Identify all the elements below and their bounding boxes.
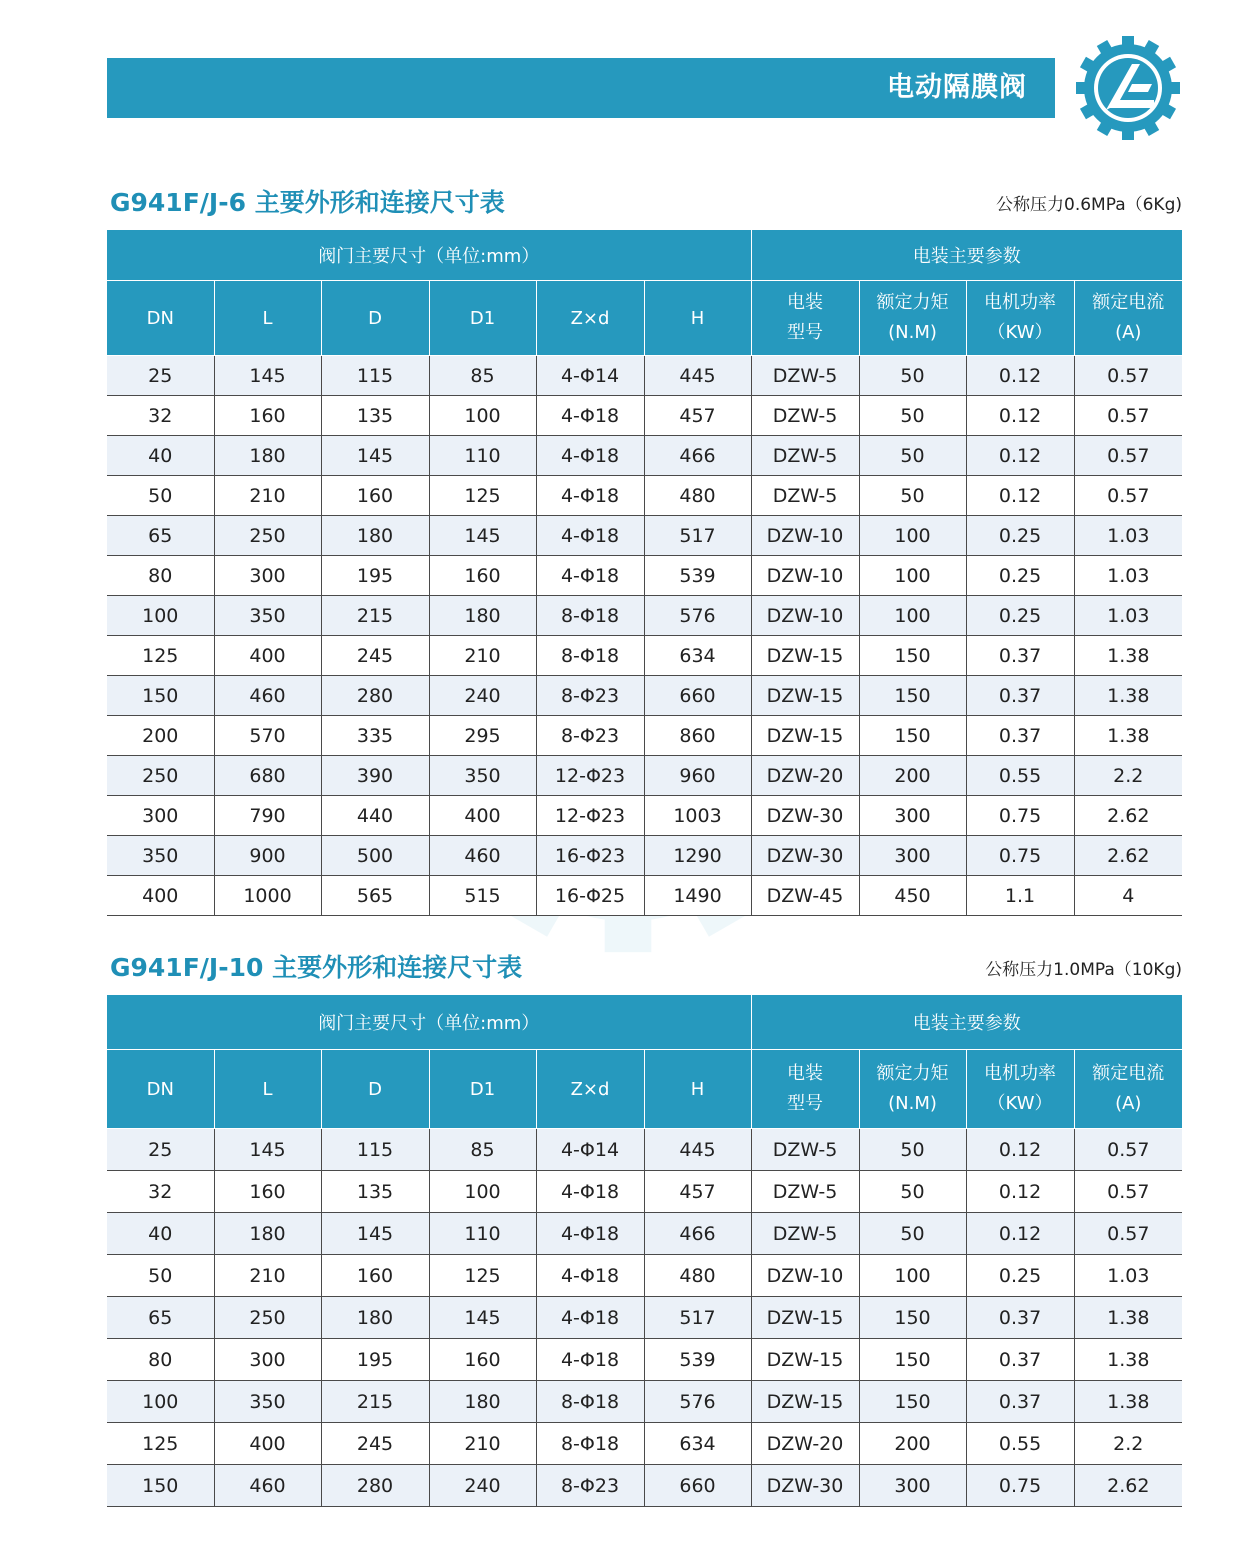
- cell-zxd: 4-Φ18: [536, 516, 644, 556]
- table-row: [107, 396, 1182, 436]
- cell-torque: 150: [859, 1297, 966, 1339]
- cell-model: DZW-20: [751, 1423, 859, 1465]
- cell-torque: 150: [859, 636, 966, 676]
- cell-power: 0.55: [966, 756, 1074, 796]
- col-header-zxd: Z×d: [536, 281, 644, 356]
- cell-torque: 200: [859, 756, 966, 796]
- header-banner: [107, 58, 1055, 118]
- cell-d1: 295: [429, 716, 536, 756]
- cell-model: DZW-15: [751, 636, 859, 676]
- cell-d: 180: [321, 1297, 429, 1339]
- cell-zxd: 8-Φ18: [536, 596, 644, 636]
- table-row: [107, 596, 1182, 636]
- cell-power: 0.37: [966, 676, 1074, 716]
- col-header-d: D: [321, 281, 429, 356]
- cell-d: 195: [321, 1339, 429, 1381]
- cell-zxd: 12-Φ23: [536, 756, 644, 796]
- cell-zxd: 8-Φ18: [536, 636, 644, 676]
- cell-torque: 100: [859, 516, 966, 556]
- cell-power: 0.37: [966, 716, 1074, 756]
- cell-power: 0.25: [966, 596, 1074, 636]
- cell-dn: 65: [107, 1297, 214, 1339]
- cell-l: 570: [214, 716, 321, 756]
- cell-power: 0.12: [966, 1213, 1074, 1255]
- cell-power: 0.37: [966, 636, 1074, 676]
- cell-power: 0.37: [966, 1339, 1074, 1381]
- cell-dn: 125: [107, 636, 214, 676]
- cell-d1: 240: [429, 1465, 536, 1507]
- cell-dn: 50: [107, 1255, 214, 1297]
- cell-d: 160: [321, 1255, 429, 1297]
- col-header-dn: DN: [107, 1050, 214, 1129]
- cell-current: 0.57: [1074, 1129, 1182, 1171]
- cell-zxd: 8-Φ23: [536, 1465, 644, 1507]
- col-header-dn: DN: [107, 281, 214, 356]
- col-header-l: L: [214, 1050, 321, 1129]
- cell-torque: 100: [859, 596, 966, 636]
- cell-d: 180: [321, 516, 429, 556]
- cell-h: 517: [644, 516, 751, 556]
- cell-zxd: 4-Φ18: [536, 1213, 644, 1255]
- cell-dn: 200: [107, 716, 214, 756]
- cell-zxd: 4-Φ18: [536, 476, 644, 516]
- group-header-actuator: 电装主要参数: [751, 230, 1182, 281]
- spec-table-1: [107, 230, 1182, 916]
- cell-l: 160: [214, 396, 321, 436]
- cell-power: 0.75: [966, 836, 1074, 876]
- col-header-power: 电机功率 （KW）: [966, 281, 1074, 356]
- cell-torque: 150: [859, 1339, 966, 1381]
- cell-d: 335: [321, 716, 429, 756]
- cell-model: DZW-5: [751, 356, 859, 396]
- cell-torque: 150: [859, 716, 966, 756]
- cell-d1: 100: [429, 1171, 536, 1213]
- cell-l: 400: [214, 636, 321, 676]
- cell-d: 115: [321, 1129, 429, 1171]
- cell-power: 0.75: [966, 796, 1074, 836]
- cell-d: 135: [321, 1171, 429, 1213]
- cell-h: 634: [644, 1423, 751, 1465]
- cell-zxd: 4-Φ18: [536, 556, 644, 596]
- cell-h: 480: [644, 476, 751, 516]
- cell-d: 440: [321, 796, 429, 836]
- cell-d: 245: [321, 636, 429, 676]
- cell-zxd: 12-Φ23: [536, 796, 644, 836]
- cell-zxd: 4-Φ14: [536, 1129, 644, 1171]
- cell-l: 300: [214, 556, 321, 596]
- cell-d1: 160: [429, 1339, 536, 1381]
- cell-dn: 50: [107, 476, 214, 516]
- cell-torque: 50: [859, 436, 966, 476]
- cell-h: 960: [644, 756, 751, 796]
- table-row: [107, 1255, 1182, 1297]
- cell-l: 250: [214, 1297, 321, 1339]
- cell-dn: 150: [107, 1465, 214, 1507]
- table-row: [107, 556, 1182, 596]
- cell-torque: 50: [859, 1171, 966, 1213]
- cell-model: DZW-10: [751, 556, 859, 596]
- cell-power: 0.25: [966, 556, 1074, 596]
- cell-zxd: 8-Φ23: [536, 676, 644, 716]
- cell-power: 0.75: [966, 1465, 1074, 1507]
- col-header-current: 额定电流 (A): [1074, 281, 1182, 356]
- cell-model: DZW-10: [751, 596, 859, 636]
- page-title: 电动隔膜阀: [887, 72, 1027, 103]
- cell-current: 0.57: [1074, 436, 1182, 476]
- cell-d: 390: [321, 756, 429, 796]
- cell-current: 1.03: [1074, 596, 1182, 636]
- cell-model: DZW-5: [751, 1129, 859, 1171]
- cell-power: 0.12: [966, 356, 1074, 396]
- cell-d1: 515: [429, 876, 536, 916]
- cell-d: 565: [321, 876, 429, 916]
- cell-d: 500: [321, 836, 429, 876]
- cell-d1: 240: [429, 676, 536, 716]
- cell-model: DZW-15: [751, 1339, 859, 1381]
- cell-h: 576: [644, 1381, 751, 1423]
- cell-l: 160: [214, 1171, 321, 1213]
- cell-zxd: 8-Φ18: [536, 1381, 644, 1423]
- table-1-title: G941F/J-6 主要外形和连接尺寸表: [110, 188, 505, 217]
- cell-l: 180: [214, 436, 321, 476]
- cell-current: 1.38: [1074, 676, 1182, 716]
- cell-dn: 25: [107, 356, 214, 396]
- cell-d: 115: [321, 356, 429, 396]
- cell-h: 660: [644, 1465, 751, 1507]
- table-row: [107, 516, 1182, 556]
- cell-h: 860: [644, 716, 751, 756]
- cell-h: 634: [644, 636, 751, 676]
- col-header-d1: D1: [429, 1050, 536, 1129]
- cell-current: 1.03: [1074, 556, 1182, 596]
- cell-d1: 85: [429, 356, 536, 396]
- cell-current: 2.2: [1074, 756, 1182, 796]
- col-header-d: D: [321, 1050, 429, 1129]
- cell-d1: 210: [429, 636, 536, 676]
- cell-dn: 300: [107, 796, 214, 836]
- cell-dn: 250: [107, 756, 214, 796]
- cell-zxd: 8-Φ18: [536, 1423, 644, 1465]
- cell-h: 539: [644, 556, 751, 596]
- cell-zxd: 4-Φ18: [536, 1255, 644, 1297]
- cell-dn: 65: [107, 516, 214, 556]
- cell-dn: 40: [107, 1213, 214, 1255]
- cell-d1: 110: [429, 1213, 536, 1255]
- cell-current: 0.57: [1074, 1213, 1182, 1255]
- cell-zxd: 8-Φ23: [536, 716, 644, 756]
- cell-h: 466: [644, 1213, 751, 1255]
- cell-d: 145: [321, 1213, 429, 1255]
- cell-l: 680: [214, 756, 321, 796]
- group-header-dimensions: 阀门主要尺寸（单位:mm）: [107, 230, 751, 281]
- cell-d: 280: [321, 1465, 429, 1507]
- cell-torque: 100: [859, 1255, 966, 1297]
- group-header-actuator: 电装主要参数: [751, 995, 1182, 1050]
- cell-power: 0.12: [966, 476, 1074, 516]
- table-row: [107, 1297, 1182, 1339]
- cell-power: 0.12: [966, 396, 1074, 436]
- cell-d1: 400: [429, 796, 536, 836]
- cell-d1: 145: [429, 1297, 536, 1339]
- cell-dn: 40: [107, 436, 214, 476]
- table-row: [107, 1129, 1182, 1171]
- table-row: [107, 1339, 1182, 1381]
- cell-power: 0.37: [966, 1297, 1074, 1339]
- cell-model: DZW-5: [751, 476, 859, 516]
- table-row: [107, 1171, 1182, 1213]
- cell-h: 466: [644, 436, 751, 476]
- cell-torque: 50: [859, 476, 966, 516]
- table-2-title: G941F/J-10 主要外形和连接尺寸表: [110, 953, 523, 982]
- table-2-pressure: 公称压力1.0MPa（10Kg): [985, 960, 1182, 980]
- cell-model: DZW-20: [751, 756, 859, 796]
- cell-power: 0.55: [966, 1423, 1074, 1465]
- cell-h: 1490: [644, 876, 751, 916]
- cell-torque: 300: [859, 796, 966, 836]
- cell-h: 445: [644, 356, 751, 396]
- table-row: [107, 756, 1182, 796]
- cell-model: DZW-5: [751, 396, 859, 436]
- cell-zxd: 4-Φ18: [536, 396, 644, 436]
- cell-d1: 85: [429, 1129, 536, 1171]
- cell-model: DZW-30: [751, 836, 859, 876]
- cell-d: 215: [321, 596, 429, 636]
- cell-h: 457: [644, 396, 751, 436]
- cell-dn: 100: [107, 596, 214, 636]
- cell-l: 145: [214, 1129, 321, 1171]
- cell-power: 0.25: [966, 1255, 1074, 1297]
- table-row: [107, 1423, 1182, 1465]
- cell-current: 4: [1074, 876, 1182, 916]
- cell-d1: 460: [429, 836, 536, 876]
- cell-l: 250: [214, 516, 321, 556]
- cell-l: 210: [214, 1255, 321, 1297]
- cell-d1: 145: [429, 516, 536, 556]
- cell-current: 1.03: [1074, 1255, 1182, 1297]
- cell-torque: 450: [859, 876, 966, 916]
- col-header-d1: D1: [429, 281, 536, 356]
- cell-dn: 32: [107, 396, 214, 436]
- cell-l: 210: [214, 476, 321, 516]
- cell-torque: 150: [859, 1381, 966, 1423]
- cell-dn: 32: [107, 1171, 214, 1213]
- group-header-dimensions: 阀门主要尺寸（单位:mm）: [107, 995, 751, 1050]
- cell-current: 1.03: [1074, 516, 1182, 556]
- table-row: [107, 1213, 1182, 1255]
- cell-power: 0.12: [966, 436, 1074, 476]
- cell-model: DZW-30: [751, 796, 859, 836]
- cell-h: 660: [644, 676, 751, 716]
- cell-l: 460: [214, 1465, 321, 1507]
- cell-dn: 100: [107, 1381, 214, 1423]
- cell-l: 350: [214, 1381, 321, 1423]
- cell-current: 1.38: [1074, 1381, 1182, 1423]
- cell-d: 145: [321, 436, 429, 476]
- col-header-h: H: [644, 1050, 751, 1129]
- cell-h: 1290: [644, 836, 751, 876]
- cell-zxd: 4-Φ18: [536, 1171, 644, 1213]
- cell-torque: 150: [859, 676, 966, 716]
- cell-dn: 80: [107, 556, 214, 596]
- cell-power: 1.1: [966, 876, 1074, 916]
- cell-zxd: 16-Φ23: [536, 836, 644, 876]
- cell-l: 400: [214, 1423, 321, 1465]
- col-header-model: 电装 型号: [751, 281, 859, 356]
- table-row: [107, 716, 1182, 756]
- cell-model: DZW-15: [751, 1381, 859, 1423]
- cell-h: 1003: [644, 796, 751, 836]
- table-row: [107, 476, 1182, 516]
- cell-d1: 125: [429, 476, 536, 516]
- cell-zxd: 4-Φ18: [536, 436, 644, 476]
- cell-current: 0.57: [1074, 476, 1182, 516]
- table-row: [107, 356, 1182, 396]
- table-1-pressure: 公称压力0.6MPa（6Kg): [996, 195, 1182, 215]
- col-header-power: 电机功率 （KW）: [966, 1050, 1074, 1129]
- cell-d1: 160: [429, 556, 536, 596]
- cell-power: 0.12: [966, 1129, 1074, 1171]
- table-row: [107, 1465, 1182, 1507]
- cell-current: 0.57: [1074, 1171, 1182, 1213]
- cell-model: DZW-15: [751, 716, 859, 756]
- cell-dn: 125: [107, 1423, 214, 1465]
- cell-zxd: 4-Φ18: [536, 1339, 644, 1381]
- cell-d1: 110: [429, 436, 536, 476]
- cell-model: DZW-10: [751, 1255, 859, 1297]
- cell-torque: 300: [859, 836, 966, 876]
- cell-model: DZW-5: [751, 436, 859, 476]
- cell-d1: 180: [429, 1381, 536, 1423]
- cell-h: 445: [644, 1129, 751, 1171]
- cell-l: 300: [214, 1339, 321, 1381]
- col-header-current: 额定电流 (A): [1074, 1050, 1182, 1129]
- cell-d: 135: [321, 396, 429, 436]
- cell-current: 0.57: [1074, 356, 1182, 396]
- table-row: [107, 876, 1182, 916]
- cell-dn: 80: [107, 1339, 214, 1381]
- spec-table-2: [107, 995, 1182, 1507]
- cell-current: 2.2: [1074, 1423, 1182, 1465]
- cell-model: DZW-5: [751, 1213, 859, 1255]
- cell-dn: 150: [107, 676, 214, 716]
- cell-current: 0.57: [1074, 396, 1182, 436]
- cell-current: 2.62: [1074, 1465, 1182, 1507]
- cell-zxd: 4-Φ18: [536, 1297, 644, 1339]
- cell-d: 245: [321, 1423, 429, 1465]
- cell-h: 517: [644, 1297, 751, 1339]
- cell-d1: 350: [429, 756, 536, 796]
- table-row: [107, 836, 1182, 876]
- cell-l: 900: [214, 836, 321, 876]
- cell-model: DZW-45: [751, 876, 859, 916]
- col-header-torque: 额定力矩 (N.M): [859, 1050, 966, 1129]
- cell-d: 215: [321, 1381, 429, 1423]
- cell-power: 0.25: [966, 516, 1074, 556]
- cell-h: 576: [644, 596, 751, 636]
- cell-d1: 210: [429, 1423, 536, 1465]
- cell-current: 2.62: [1074, 796, 1182, 836]
- cell-torque: 300: [859, 1465, 966, 1507]
- col-header-torque: 额定力矩 (N.M): [859, 281, 966, 356]
- cell-h: 539: [644, 1339, 751, 1381]
- cell-torque: 50: [859, 356, 966, 396]
- cell-dn: 350: [107, 836, 214, 876]
- cell-l: 460: [214, 676, 321, 716]
- cell-model: DZW-15: [751, 1297, 859, 1339]
- cell-torque: 100: [859, 556, 966, 596]
- cell-dn: 25: [107, 1129, 214, 1171]
- cell-l: 180: [214, 1213, 321, 1255]
- cell-l: 790: [214, 796, 321, 836]
- cell-model: DZW-30: [751, 1465, 859, 1507]
- cell-h: 480: [644, 1255, 751, 1297]
- cell-torque: 50: [859, 1129, 966, 1171]
- cell-zxd: 4-Φ14: [536, 356, 644, 396]
- cell-current: 1.38: [1074, 636, 1182, 676]
- cell-dn: 400: [107, 876, 214, 916]
- col-header-h: H: [644, 281, 751, 356]
- cell-model: DZW-15: [751, 676, 859, 716]
- table-row: [107, 436, 1182, 476]
- cell-current: 1.38: [1074, 1339, 1182, 1381]
- cell-model: DZW-10: [751, 516, 859, 556]
- cell-model: DZW-5: [751, 1171, 859, 1213]
- cell-torque: 200: [859, 1423, 966, 1465]
- cell-torque: 50: [859, 396, 966, 436]
- gear-logo-icon: [1074, 34, 1182, 142]
- cell-l: 145: [214, 356, 321, 396]
- cell-l: 1000: [214, 876, 321, 916]
- cell-d1: 180: [429, 596, 536, 636]
- col-header-zxd: Z×d: [536, 1050, 644, 1129]
- cell-d1: 100: [429, 396, 536, 436]
- cell-current: 1.38: [1074, 716, 1182, 756]
- table-row: [107, 796, 1182, 836]
- cell-zxd: 16-Φ25: [536, 876, 644, 916]
- cell-l: 350: [214, 596, 321, 636]
- cell-h: 457: [644, 1171, 751, 1213]
- cell-torque: 50: [859, 1213, 966, 1255]
- col-header-model: 电装 型号: [751, 1050, 859, 1129]
- cell-d: 280: [321, 676, 429, 716]
- cell-d1: 125: [429, 1255, 536, 1297]
- cell-d: 160: [321, 476, 429, 516]
- cell-d: 195: [321, 556, 429, 596]
- table-row: [107, 676, 1182, 716]
- cell-power: 0.37: [966, 1381, 1074, 1423]
- table-row: [107, 1381, 1182, 1423]
- table-row: [107, 636, 1182, 676]
- cell-power: 0.12: [966, 1171, 1074, 1213]
- cell-current: 1.38: [1074, 1297, 1182, 1339]
- cell-current: 2.62: [1074, 836, 1182, 876]
- col-header-l: L: [214, 281, 321, 356]
